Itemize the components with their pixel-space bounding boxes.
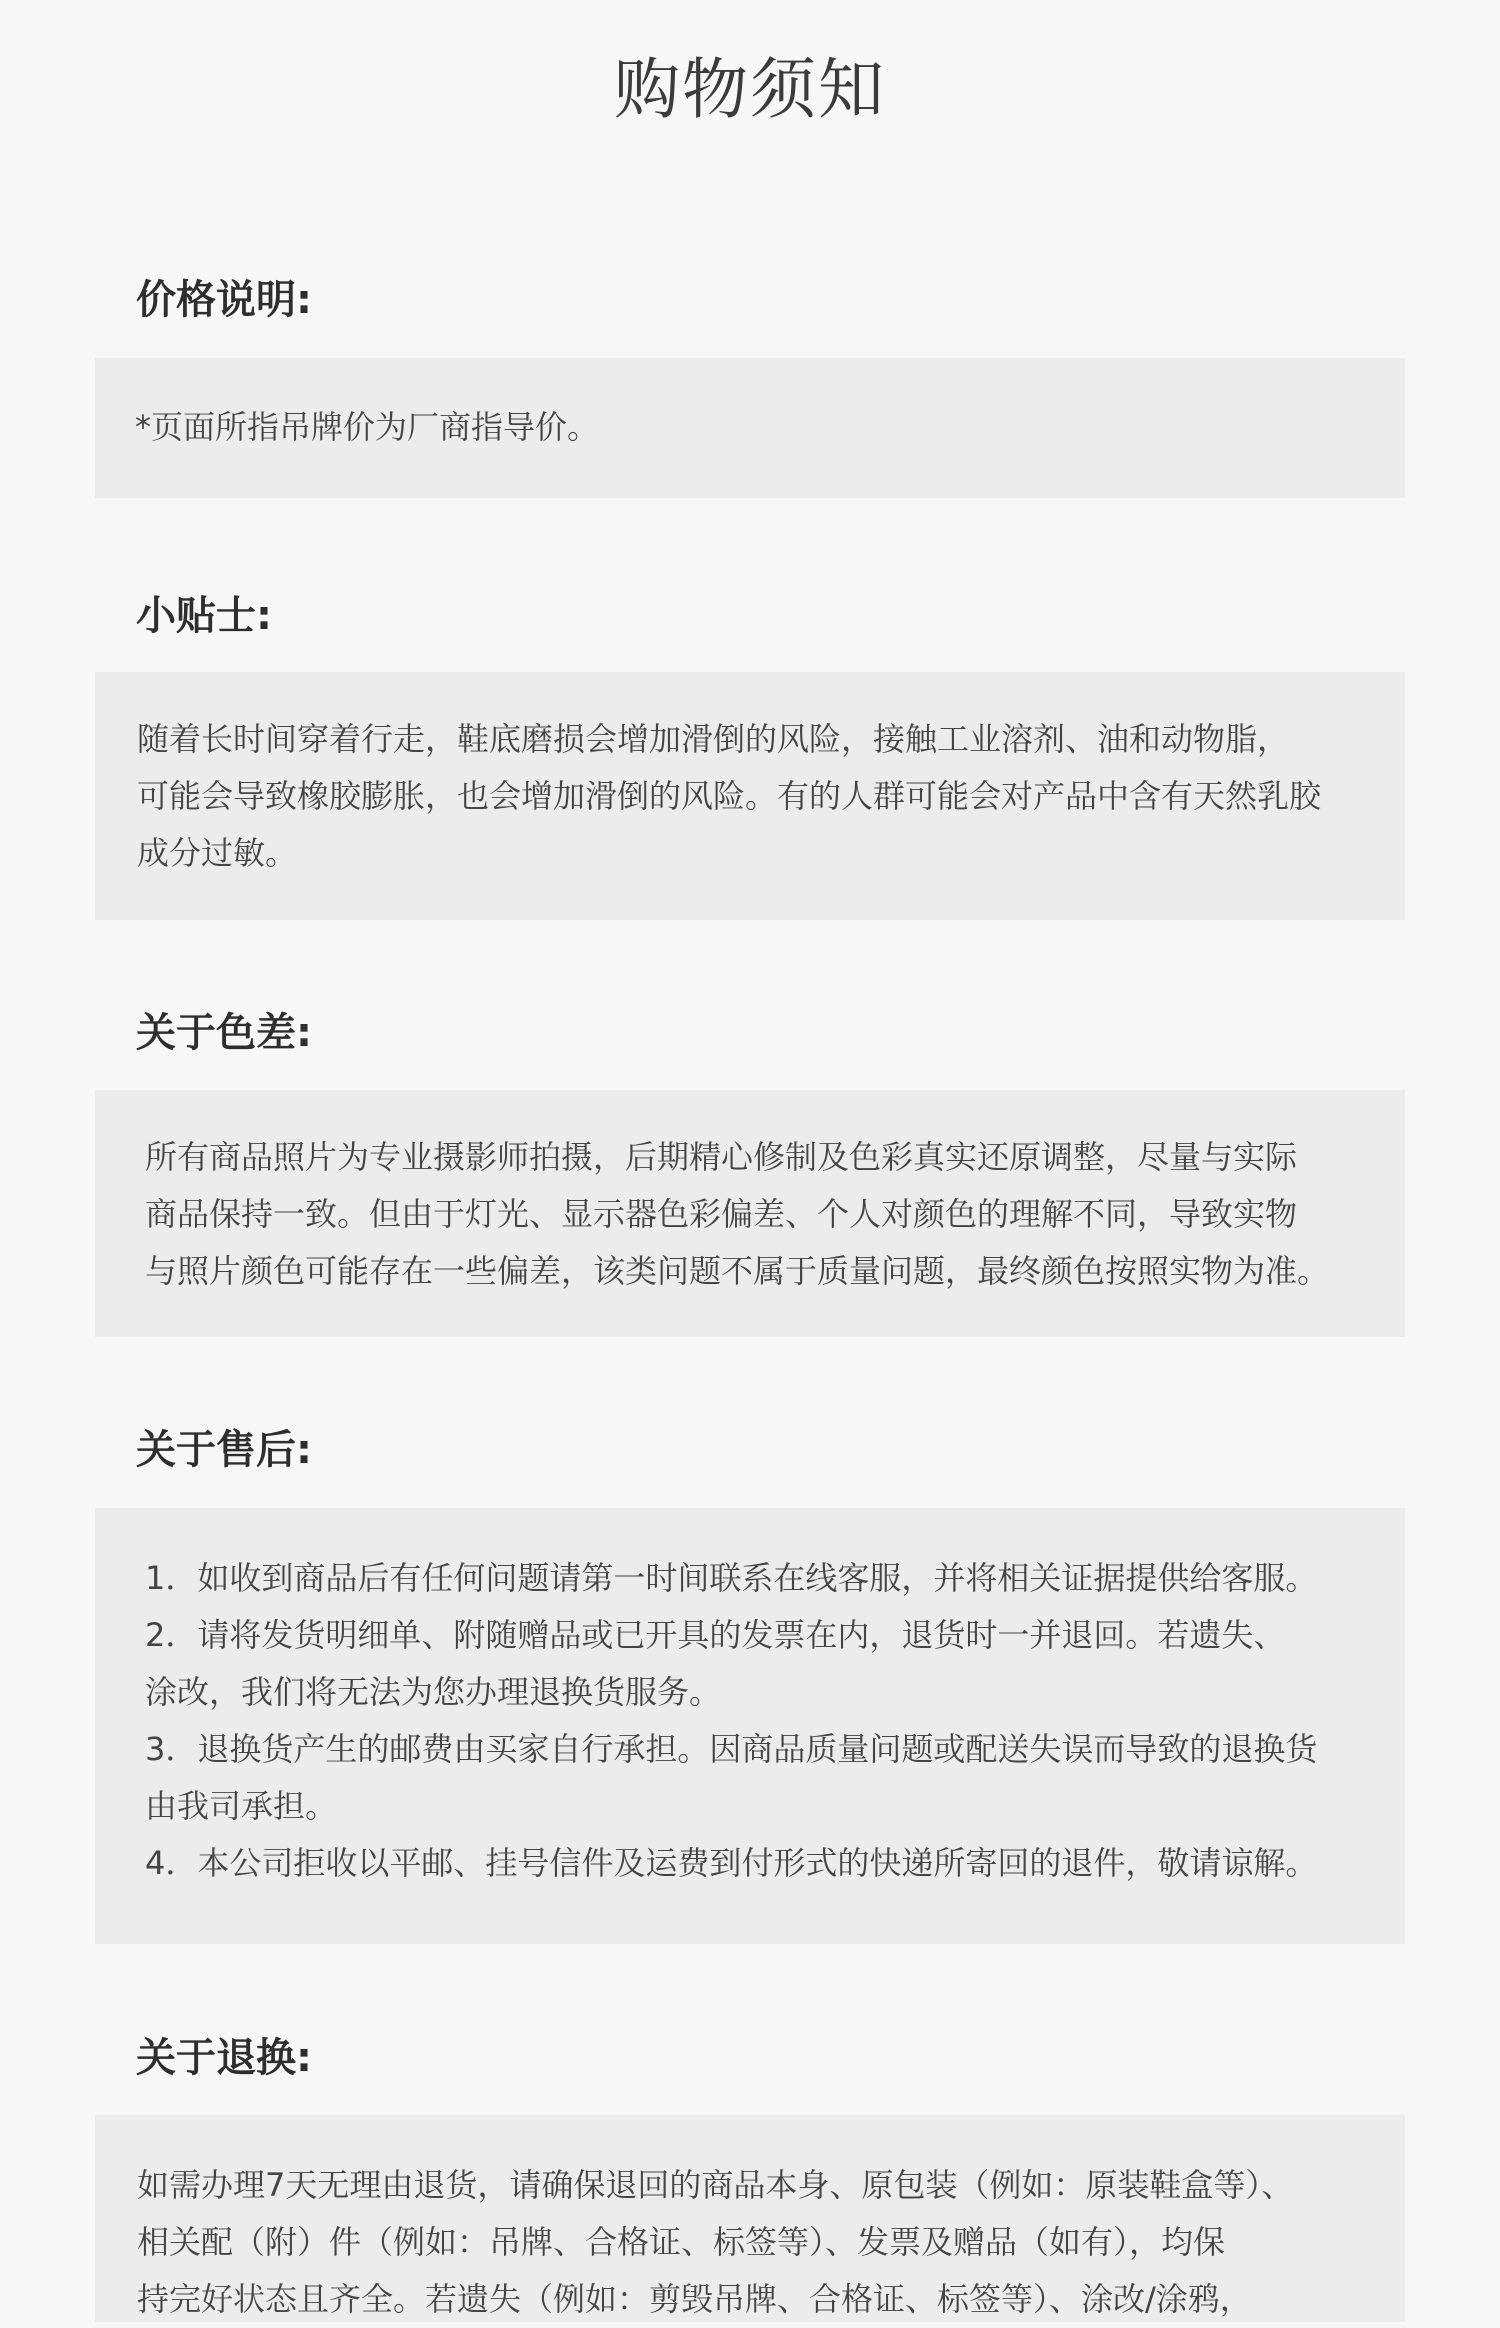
section-color-line: 与照片颜色可能存在一些偏差，该类问题不属于质量问题，最终颜色按照实物为准。 xyxy=(145,1252,1330,1290)
section-price-heading: 价格说明: xyxy=(136,277,312,323)
section-color-line: 所有商品照片为专业摄影师拍摄，后期精心修制及色彩真实还原调整，尽量与实际 xyxy=(145,1138,1298,1176)
page-title: 购物须知 xyxy=(614,51,886,128)
section-tips-line: 随着长时间穿着行走，鞋底磨损会增加滑倒的风险，接触工业溶剂、油和动物脂， xyxy=(137,720,1290,758)
section-price-box xyxy=(95,358,1405,498)
section-aftersales-box xyxy=(95,1508,1405,1944)
section-returns-box xyxy=(95,2115,1405,2322)
section-aftersales-heading: 关于售后: xyxy=(136,1427,312,1473)
section-tips-line: 成分过敏。 xyxy=(137,834,298,872)
section-color-line: 商品保持一致。但由于灯光、显示器色彩偏差、个人对颜色的理解不同，导致实物 xyxy=(145,1195,1298,1233)
section-returns-line: 如需办理7天无理由退货，请确保退回的商品本身、原包装（例如：原装鞋盒等）、 xyxy=(137,2166,1294,2204)
section-color-box xyxy=(95,1090,1405,1337)
section-aftersales-line: 2．请将发货明细单、附随赠品或已开具的发票在内，退货时一并退回。若遗失、 xyxy=(145,1616,1286,1654)
section-aftersales-line: 由我司承担。 xyxy=(145,1787,338,1825)
section-aftersales-line: 涂改，我们将无法为您办理退换货服务。 xyxy=(145,1673,722,1711)
section-aftersales-line: 3．退换货产生的邮费由买家自行承担。因商品质量问题或配送失误而导致的退换货 xyxy=(145,1730,1318,1768)
section-aftersales-line: 4．本公司拒收以平邮、挂号信件及运费到付形式的快递所寄回的退件，敬请谅解。 xyxy=(145,1844,1318,1882)
section-tips-box xyxy=(95,672,1405,920)
section-color-heading: 关于色差: xyxy=(136,1010,312,1056)
section-returns-heading: 关于退换: xyxy=(136,2035,312,2081)
section-tips-line: 可能会导致橡胶膨胀，也会增加滑倒的风险。有的人群可能会对产品中含有天然乳胶 xyxy=(137,777,1322,815)
section-returns-line: 持完好状态且齐全。若遗失（例如：剪毁吊牌、合格证、标签等）、涂改/涂鸦， xyxy=(137,2280,1252,2318)
section-tips-heading: 小贴士: xyxy=(136,593,272,639)
section-price-line: *页面所指吊牌价为厂商指导价。 xyxy=(135,408,600,446)
section-returns-line: 相关配（附）件（例如：吊牌、合格证、标签等）、发票及赠品（如有），均保 xyxy=(137,2223,1226,2261)
section-aftersales-line: 1．如收到商品后有任何问题请第一时间联系在线客服，并将相关证据提供给客服。 xyxy=(145,1559,1318,1597)
